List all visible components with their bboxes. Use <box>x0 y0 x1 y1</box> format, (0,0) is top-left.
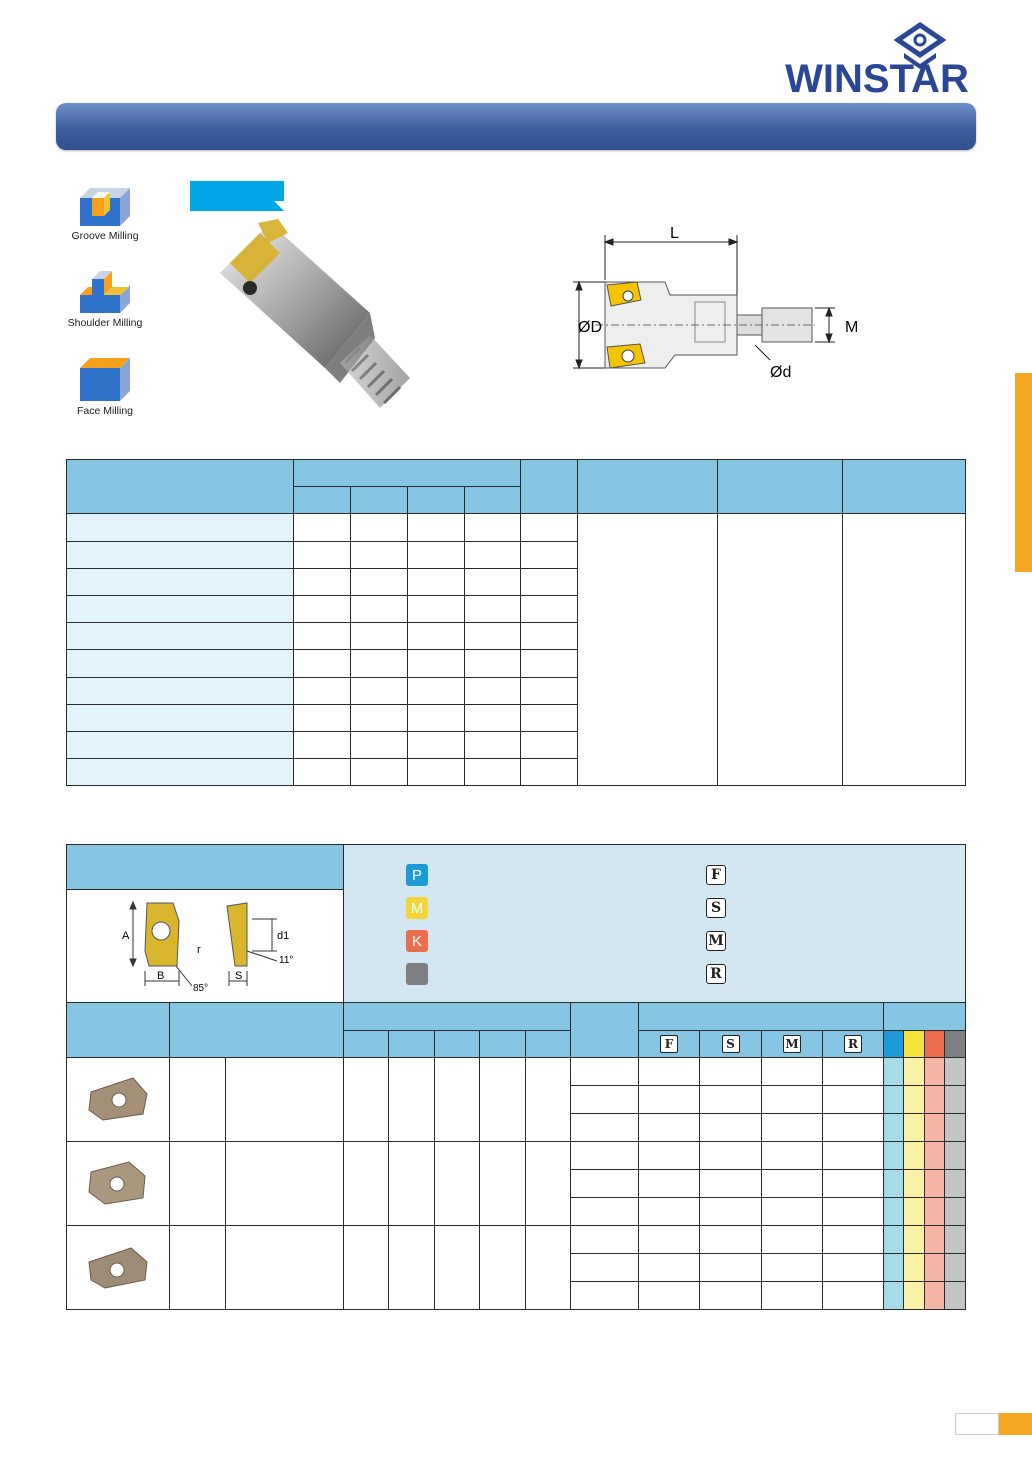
table-cell <box>945 1086 966 1114</box>
table-cell <box>67 677 294 704</box>
legend-material-n <box>406 963 428 985</box>
table-cell <box>526 1226 571 1310</box>
table-cell <box>639 1226 700 1254</box>
condition-f-header: F <box>639 1031 700 1058</box>
table-cell <box>700 1086 762 1114</box>
table-cell <box>945 1114 966 1142</box>
face-milling-icon <box>70 353 140 403</box>
groove-milling-icon <box>70 178 140 228</box>
table-cell <box>67 623 294 650</box>
header-cell <box>407 487 464 514</box>
table-cell <box>526 1058 571 1142</box>
table-cell <box>945 1142 966 1170</box>
table-cell <box>904 1058 925 1086</box>
cutter-spec-table <box>66 459 966 786</box>
header-cell <box>293 487 350 514</box>
face-milling-item <box>60 353 150 417</box>
table-cell <box>521 568 578 595</box>
table-cell <box>480 1226 526 1310</box>
table-cell <box>435 1142 480 1226</box>
legend-condition-s: S <box>706 898 726 918</box>
table-cell <box>904 1226 925 1254</box>
product-tag <box>190 181 284 211</box>
face-milling-label: Face Milling <box>76 405 134 417</box>
legend-condition-f: F <box>706 865 726 885</box>
groove-milling-label: Groove Milling <box>71 230 139 242</box>
table-cell <box>823 1086 884 1114</box>
insert-angle-85-label: 85° <box>193 983 209 994</box>
table-cell <box>350 568 407 595</box>
table-cell <box>389 1031 435 1058</box>
insert-dimension-drawing <box>67 891 343 1001</box>
table-cell <box>762 1086 823 1114</box>
outer-diameter-label: ØD <box>578 319 602 336</box>
table-cell <box>904 1142 925 1170</box>
table-cell <box>639 1086 700 1114</box>
table-cell <box>464 759 521 786</box>
table-row <box>67 1058 966 1086</box>
table-cell <box>464 731 521 758</box>
table-cell <box>67 595 294 622</box>
table-cell <box>350 704 407 731</box>
table-cell <box>521 595 578 622</box>
table-cell <box>521 541 578 568</box>
table-cell <box>823 1226 884 1254</box>
table-cell <box>700 1254 762 1282</box>
table-cell <box>435 1058 480 1142</box>
table-cell <box>700 1282 762 1310</box>
table-cell <box>700 1058 762 1086</box>
legend-condition-m: M <box>706 931 726 951</box>
table-cell <box>226 1226 344 1310</box>
table-cell <box>639 1198 700 1226</box>
table-cell <box>67 568 294 595</box>
table-cell <box>571 1142 639 1170</box>
table-cell <box>350 541 407 568</box>
side-tab <box>1015 373 1032 572</box>
table-cell <box>639 1058 700 1086</box>
table-cell <box>571 1114 639 1142</box>
header-cell <box>293 460 521 487</box>
table-cell <box>293 595 350 622</box>
legend-material-p: P <box>406 864 428 886</box>
table-cell <box>571 1086 639 1114</box>
table-cell <box>925 1254 945 1282</box>
header-cell <box>884 1003 966 1031</box>
table-cell <box>823 1142 884 1170</box>
table-cell <box>293 731 350 758</box>
table-cell <box>762 1198 823 1226</box>
table-cell <box>67 514 294 541</box>
shoulder-milling-item <box>60 265 150 329</box>
table-cell <box>344 1058 389 1142</box>
table-cell <box>521 623 578 650</box>
table-cell <box>884 1282 904 1310</box>
legend-condition-r: R <box>706 964 726 984</box>
legend-cell <box>344 845 966 1003</box>
table-cell <box>762 1114 823 1142</box>
page-tab <box>999 1413 1032 1435</box>
table-cell <box>762 1170 823 1198</box>
insert-image-cell <box>67 1226 170 1310</box>
table-cell <box>480 1031 526 1058</box>
table-cell <box>67 704 294 731</box>
table-cell <box>904 1282 925 1310</box>
header-cell <box>464 487 521 514</box>
table-cell <box>170 1142 226 1226</box>
table-cell <box>571 1254 639 1282</box>
table-cell <box>945 1058 966 1086</box>
table-cell <box>639 1254 700 1282</box>
table-cell <box>344 1142 389 1226</box>
table-cell <box>407 731 464 758</box>
shank-diameter-label: Ød <box>770 364 792 381</box>
table-cell <box>904 1114 925 1142</box>
insert-photo-2 <box>83 1158 153 1206</box>
table-cell <box>67 731 294 758</box>
table-cell <box>945 1170 966 1198</box>
table-row <box>67 1226 966 1254</box>
insert-photo-1 <box>83 1074 153 1122</box>
table-cell <box>407 568 464 595</box>
table-cell <box>521 731 578 758</box>
table-row <box>67 1142 966 1170</box>
table-cell <box>571 1058 639 1086</box>
table-cell <box>170 1058 226 1142</box>
table-cell <box>464 650 521 677</box>
table-cell <box>67 541 294 568</box>
table-cell <box>350 650 407 677</box>
table-cell <box>945 1226 966 1254</box>
table-cell <box>823 1114 884 1142</box>
insert-image-cell <box>67 1142 170 1226</box>
table-cell <box>407 759 464 786</box>
table-cell <box>945 1198 966 1226</box>
group-p-header <box>884 1031 904 1058</box>
insert-angle-11-label: 11° <box>279 955 294 966</box>
table-cell <box>843 514 966 786</box>
table-cell <box>344 1226 389 1310</box>
table-cell <box>762 1142 823 1170</box>
insert-dim-b-label: B <box>157 970 165 982</box>
table-cell <box>344 1031 389 1058</box>
table-cell <box>762 1058 823 1086</box>
header-cell <box>639 1003 884 1031</box>
header-cell <box>578 460 718 514</box>
table-cell <box>407 541 464 568</box>
table-cell <box>639 1170 700 1198</box>
header-cell <box>170 1003 344 1058</box>
table-cell <box>293 541 350 568</box>
table-cell <box>389 1058 435 1142</box>
group-k-header <box>925 1031 945 1058</box>
table-cell <box>571 1226 639 1254</box>
table-cell <box>945 1254 966 1282</box>
thread-label: M <box>845 319 859 336</box>
table-cell <box>884 1170 904 1198</box>
table-cell <box>700 1170 762 1198</box>
tag-notch <box>274 201 284 211</box>
table-cell <box>925 1058 945 1086</box>
header-cell <box>843 460 966 514</box>
winstar-logo <box>772 20 982 100</box>
table-cell <box>407 650 464 677</box>
table-cell <box>925 1170 945 1198</box>
table-row <box>67 514 966 541</box>
table-cell <box>884 1114 904 1142</box>
table-cell <box>464 704 521 731</box>
table-cell <box>521 759 578 786</box>
table-cell <box>464 514 521 541</box>
shoulder-milling-icon <box>70 265 140 315</box>
header-cell <box>344 1003 571 1031</box>
table-cell <box>823 1170 884 1198</box>
table-cell <box>571 1198 639 1226</box>
insert-dim-d1-label: d1 <box>277 930 290 942</box>
table-cell <box>945 1282 966 1310</box>
page-number-box <box>955 1413 999 1435</box>
table-cell <box>67 650 294 677</box>
header-cell <box>67 1003 170 1058</box>
insert-dim-s-label: S <box>235 970 243 982</box>
groove-milling-item <box>60 178 150 242</box>
table-cell <box>435 1031 480 1058</box>
table-cell <box>823 1198 884 1226</box>
table-cell <box>464 623 521 650</box>
table-cell <box>464 541 521 568</box>
header-cell <box>350 487 407 514</box>
table-cell <box>571 1170 639 1198</box>
table-cell <box>521 514 578 541</box>
table-cell <box>407 677 464 704</box>
table-cell <box>823 1058 884 1086</box>
table-cell <box>925 1142 945 1170</box>
condition-r-header: R <box>823 1031 884 1058</box>
table-cell <box>904 1198 925 1226</box>
table-cell <box>521 677 578 704</box>
table-cell <box>293 650 350 677</box>
table-cell <box>170 1226 226 1310</box>
table-cell <box>884 1142 904 1170</box>
header-cell <box>521 460 578 514</box>
table-cell <box>700 1114 762 1142</box>
table-cell <box>293 568 350 595</box>
insert-image-cell <box>67 1058 170 1142</box>
table-cell <box>293 677 350 704</box>
shoulder-milling-label: Shoulder Milling <box>67 317 143 329</box>
table-cell <box>639 1282 700 1310</box>
table-cell <box>762 1254 823 1282</box>
table-cell <box>350 759 407 786</box>
table-cell <box>407 623 464 650</box>
insert-dim-r-label: r <box>197 944 201 956</box>
group-m-header <box>904 1031 925 1058</box>
legend-material-k: K <box>406 930 428 952</box>
table-cell <box>718 514 843 786</box>
table-cell <box>293 704 350 731</box>
length-label: L <box>670 225 679 242</box>
end-mill-photo <box>200 213 420 413</box>
table-cell <box>571 1282 639 1310</box>
table-cell <box>925 1086 945 1114</box>
table-cell <box>925 1198 945 1226</box>
insert-spec-table <box>66 844 966 1310</box>
table-cell <box>293 759 350 786</box>
table-cell <box>884 1226 904 1254</box>
header-cell <box>67 460 294 514</box>
table-cell <box>350 731 407 758</box>
section-banner <box>56 103 976 150</box>
header-cell <box>67 845 344 890</box>
table-cell <box>350 595 407 622</box>
table-cell <box>700 1198 762 1226</box>
table-cell <box>700 1226 762 1254</box>
table-cell <box>389 1226 435 1310</box>
table-cell <box>578 514 718 786</box>
table-cell <box>464 595 521 622</box>
table-cell <box>464 568 521 595</box>
table-cell <box>521 650 578 677</box>
table-cell <box>925 1282 945 1310</box>
table-cell <box>389 1142 435 1226</box>
insert-drawing-cell <box>67 890 344 1003</box>
table-cell <box>293 623 350 650</box>
table-cell <box>464 677 521 704</box>
table-cell <box>226 1058 344 1142</box>
table-cell <box>925 1226 945 1254</box>
table-cell <box>904 1086 925 1114</box>
table-cell <box>639 1142 700 1170</box>
table-cell <box>407 514 464 541</box>
table-cell <box>350 514 407 541</box>
table-cell <box>762 1226 823 1254</box>
header-cell <box>571 1003 639 1058</box>
table-cell <box>480 1058 526 1142</box>
table-cell <box>350 677 407 704</box>
cutter-dimension-drawing <box>565 220 865 390</box>
table-cell <box>823 1282 884 1310</box>
table-cell <box>521 704 578 731</box>
table-cell <box>884 1254 904 1282</box>
table-cell <box>350 623 407 650</box>
brand-name: WINSTAR <box>785 57 969 100</box>
table-cell <box>293 514 350 541</box>
table-cell <box>904 1254 925 1282</box>
table-cell <box>407 704 464 731</box>
condition-m-header: M <box>762 1031 823 1058</box>
table-cell <box>884 1086 904 1114</box>
table-cell <box>526 1031 571 1058</box>
table-cell <box>904 1170 925 1198</box>
table-cell <box>526 1142 571 1226</box>
table-cell <box>925 1114 945 1142</box>
group-n-header <box>945 1031 966 1058</box>
table-cell <box>884 1198 904 1226</box>
condition-s-header: S <box>700 1031 762 1058</box>
table-cell <box>67 759 294 786</box>
table-cell <box>226 1142 344 1226</box>
table-cell <box>700 1142 762 1170</box>
header-cell <box>718 460 843 514</box>
insert-dim-a-label: A <box>122 930 130 942</box>
table-cell <box>762 1282 823 1310</box>
table-cell <box>639 1114 700 1142</box>
table-cell <box>435 1226 480 1310</box>
table-cell <box>480 1142 526 1226</box>
legend-material-m: M <box>406 897 428 919</box>
table-cell <box>407 595 464 622</box>
table-cell <box>823 1254 884 1282</box>
insert-photo-3 <box>83 1242 153 1290</box>
table-cell <box>884 1058 904 1086</box>
